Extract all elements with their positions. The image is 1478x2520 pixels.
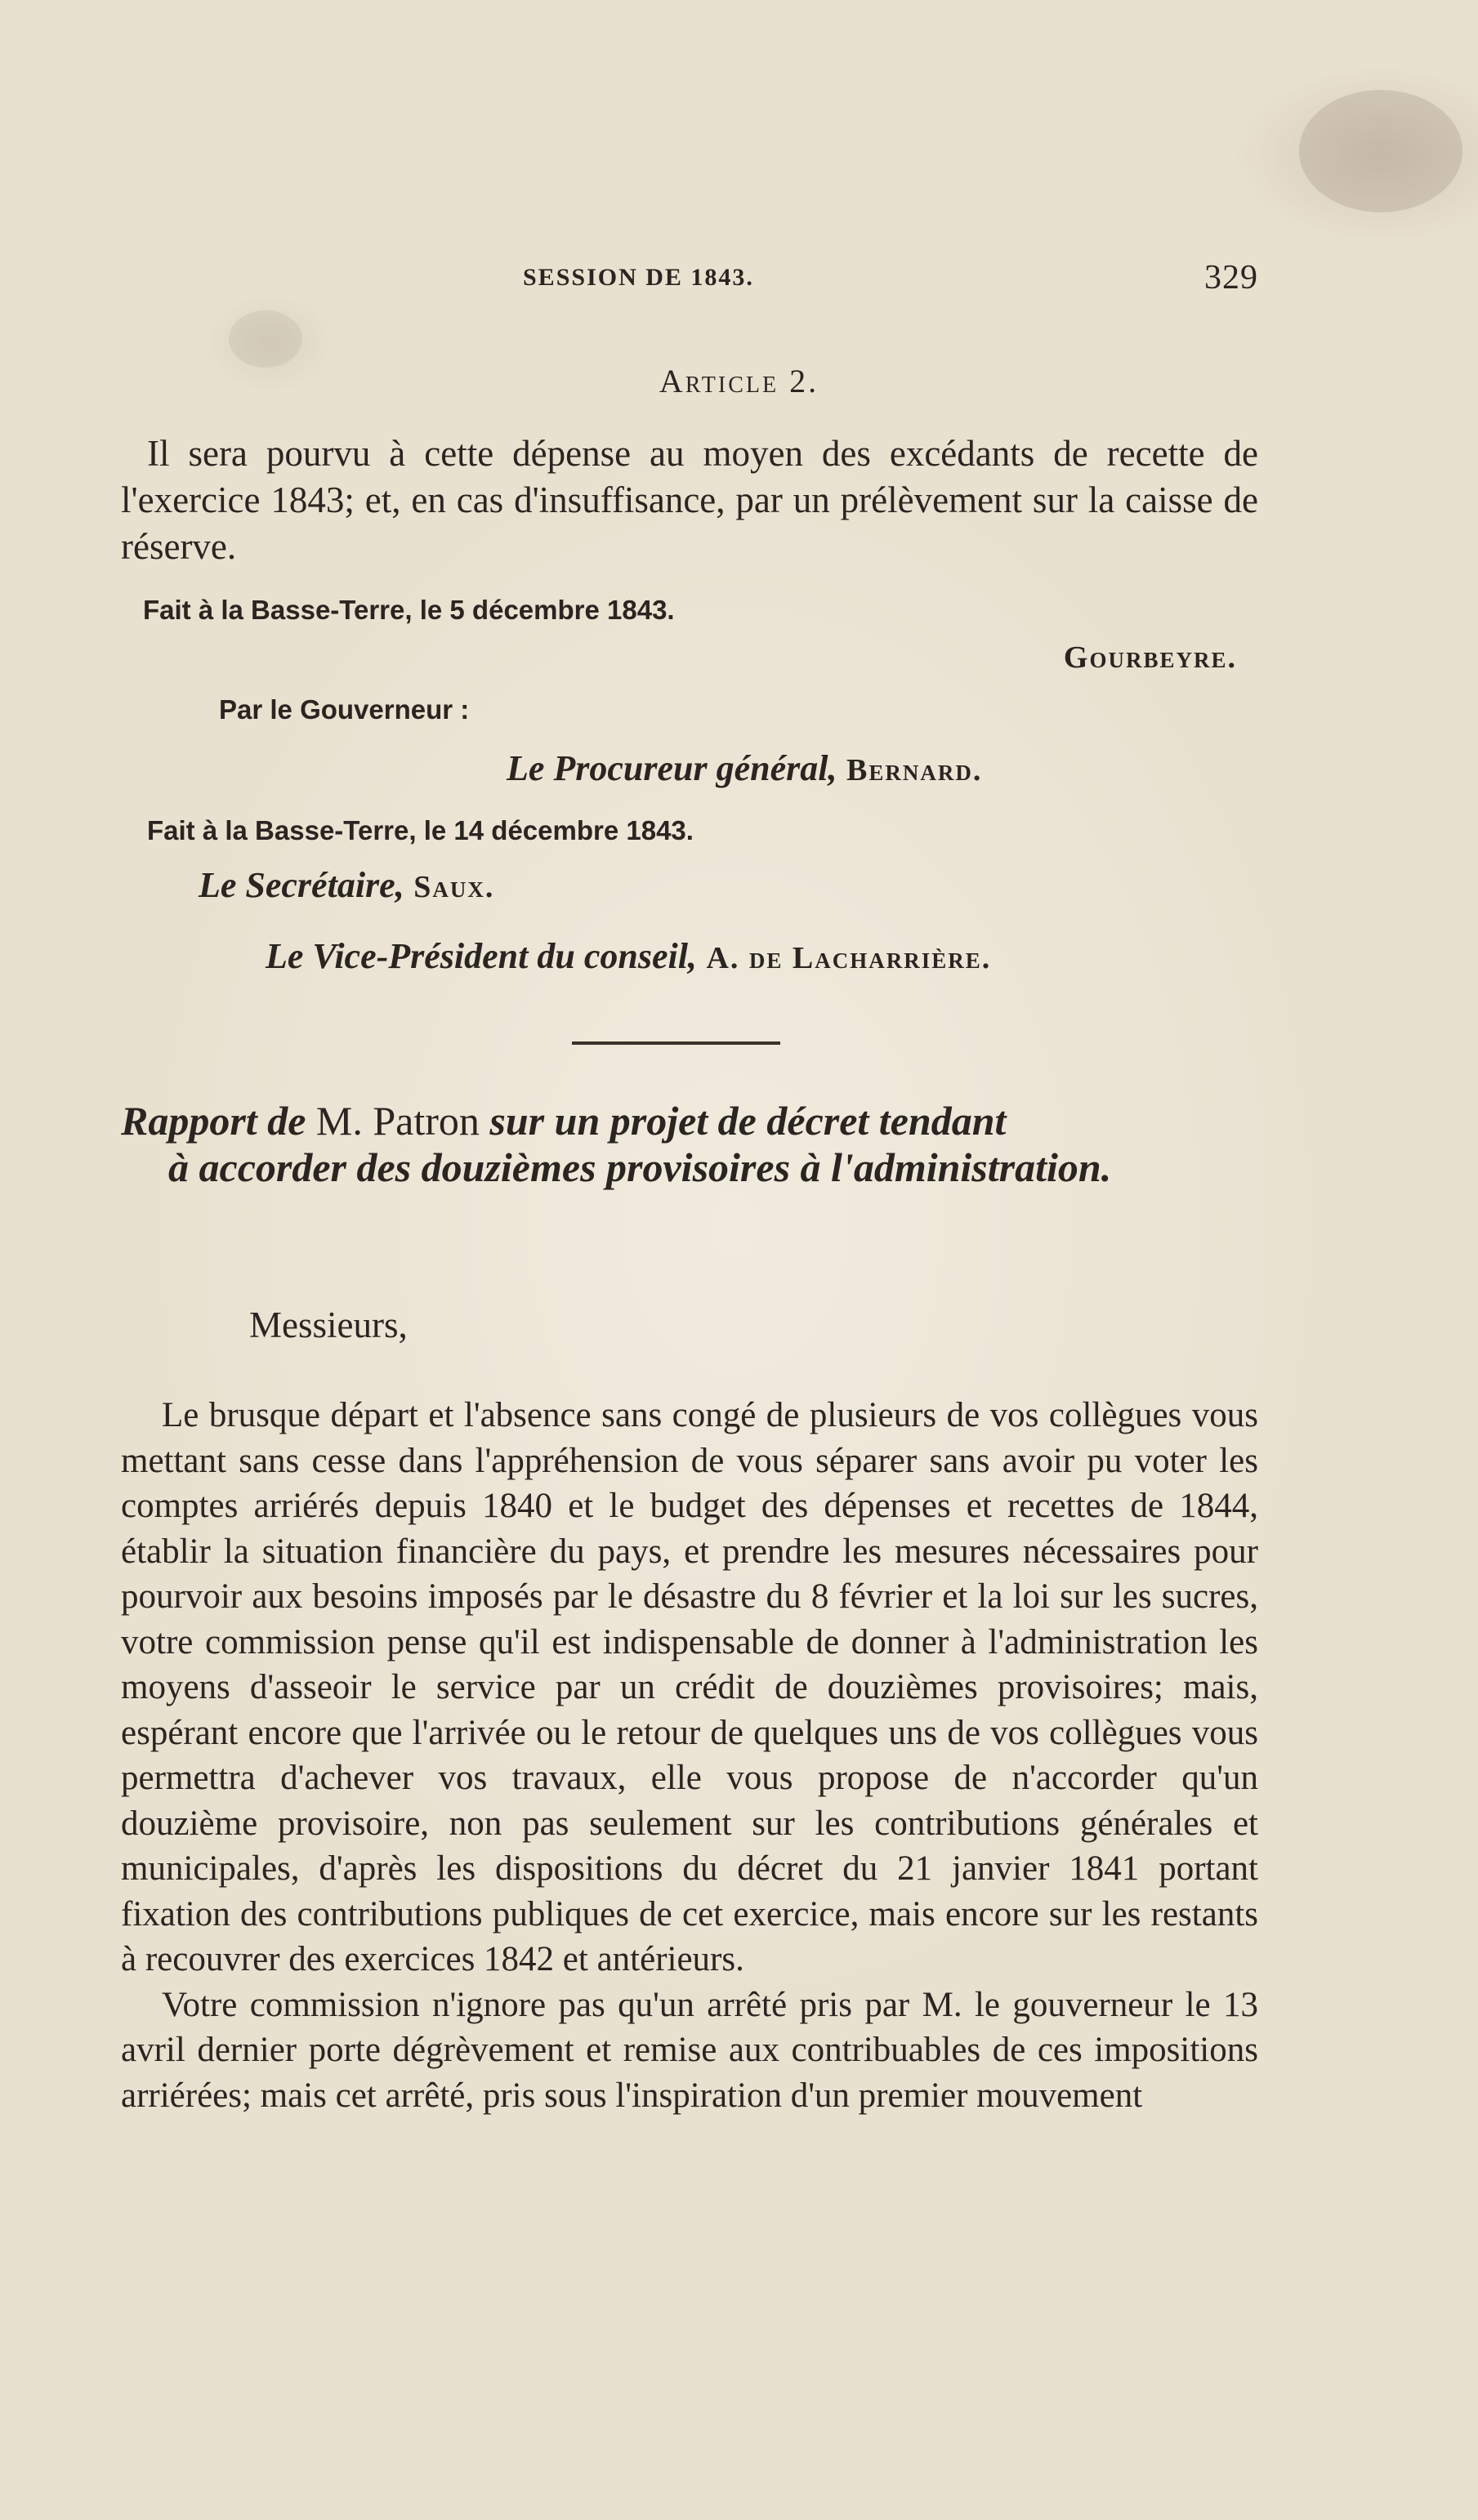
running-head-session: SESSION DE 1843. (523, 264, 754, 291)
procureur-name: Bernard. (846, 753, 983, 787)
report-title-lead: Rapport de (121, 1098, 306, 1144)
report-body (121, 1393, 1258, 2118)
vp-name: A. de Lacharrière. (706, 941, 992, 975)
page-number: 329 (1204, 259, 1258, 297)
article-title: Article 2. (659, 363, 819, 399)
report-paragraph-1: Le brusque départ et l'absence sans congé de plusieurs de vos collègues vous mettant sans cesse dans l'appréhension de vous séparer sans avoir pu voter les comptes arriérés depuis 1840 et le budget des dépenses et recettes de 1844, établir la situation financière du pays, et prendre les mesures nécessaires pour pourvoir aux besoins imposés par le désastre du 8 février et la loi sur les sucres, votre commission pense qu'il est indispensable de donner à l'administration les moyens d'asseoir le service par un crédit de douzièmes provisoires; mais, espérant encore que l'arrivée ou le retour de quelques uns de vos collègues vous permettra d'achever vos travaux, elle vous propose de n'accorder qu'un douzième provisoire, non pas seulement sur les contributions générales et municipales, d'après les dispositions du décret du 21 janvier 1841 portant fixation des contributions publiques de cet exercice, mais encore sur les restants à recouvrer des exercices 1842 et antérieurs. (121, 1396, 1258, 1978)
paper-stain (229, 310, 302, 368)
signature-secretaire (199, 864, 494, 906)
dateline-1: Fait à la Basse-Terre, le 5 décembre 1843. (143, 595, 675, 625)
paper-stain (1299, 90, 1462, 212)
running-head (523, 257, 1258, 298)
salutation: Messieurs, (249, 1305, 408, 1345)
section-divider (572, 1041, 780, 1045)
governor-name: Gourbeyre. (1063, 640, 1237, 675)
signature-governor (1064, 640, 1237, 676)
signature-vice-president (266, 935, 991, 977)
signature-procureur (507, 747, 982, 789)
vp-title: Le Vice-Président du conseil, (266, 936, 697, 976)
report-title (121, 1098, 1258, 1191)
report-paragraph-2: Votre commission n'ignore pas qu'un arrêté pris par M. le gouverneur le 13 avril dernier porte dégrèvement et remise aux contribuables de ces impositions arriérées; mais cet arrêté, pris sous l'inspiration d'un premier mouvement (121, 1985, 1258, 2115)
dateline-2: Fait à la Basse-Terre, le 14 décembre 1843. (147, 815, 694, 845)
procureur-title: Le Procureur général, (507, 748, 837, 788)
secretaire-name: Saux. (413, 870, 495, 904)
secretaire-title: Le Secrétaire, (199, 865, 404, 905)
report-title-person: M. Patron (315, 1098, 480, 1144)
par-le-gouverneur: Par le Gouverneur : (219, 694, 470, 725)
report-title-rest-2: à accorder des douzièmes provisoires à l'administration. (168, 1144, 1112, 1190)
report-title-rest-1: sur un projet de décret tendant (489, 1098, 1007, 1144)
article-text: Il sera pourvu à cette dépense au moyen des excédants de recette de l'exercice 1843; et, en cas d'insuffisance, par un prélèvement sur la caisse de réserve. (121, 433, 1258, 567)
